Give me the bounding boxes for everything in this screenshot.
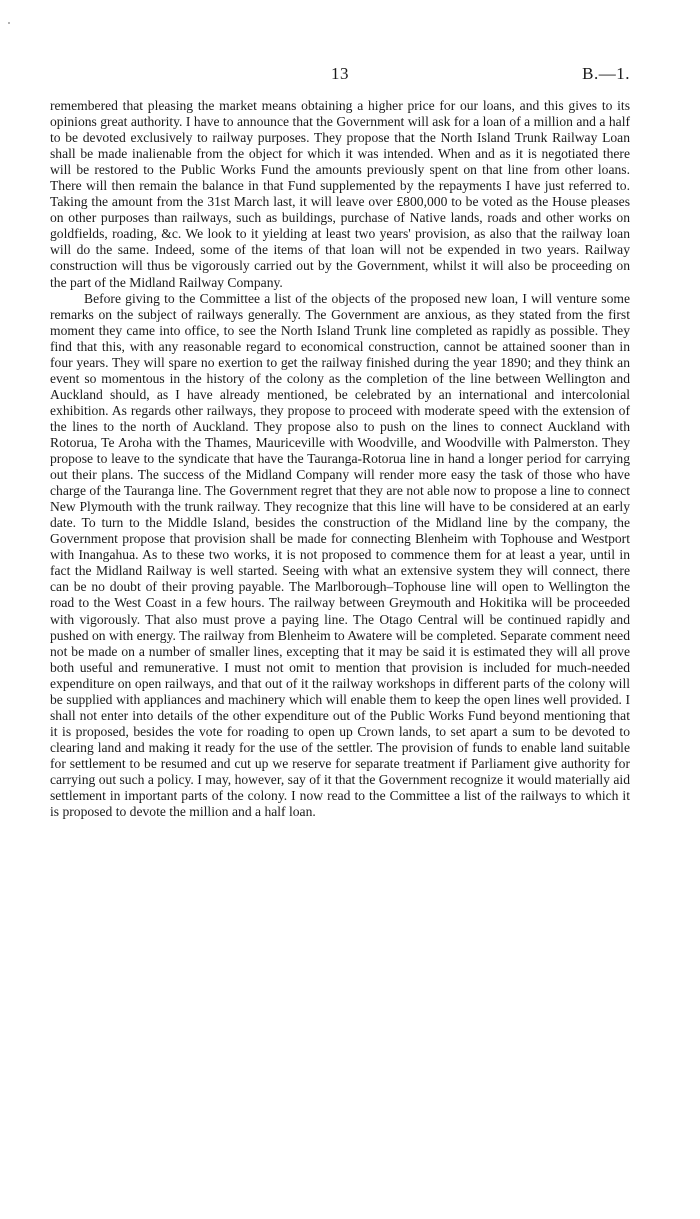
page-number: 13	[331, 64, 349, 83]
margin-mark	[8, 22, 10, 24]
paragraph-continued: remembered that pleasing the market means obtaining a higher price for our loans, and this gives to its opinions great authority. I have to announce that the Government will ask for a loan of a million and a half to be devoted exclusively to railway purposes. They propose that the North Island Trunk Railway Loan shall be made inalienable from the object for which it was intended. When and as it is negotiated there will be restored to the Public Works Fund the amounts previously spent on that line from other loans. There will then remain the balance in that Fund supplemented by the repayments I have just referred to. Taking the amount from the 31st March last, it will leave over £800,000 to be voted as the House pleases on other purposes than railways, such as buildings, purchase of Native lands, roads and other works on goldfields, roading, &c. We look to it yielding at least two years' provision, as also that the railway loan will do the same. Indeed, some of the items of that loan will not be expended in two years. Railway construction will thus be vigorously carried out by the Government, whilst it will also be proceeding on the part of the Midland Railway Company.	[50, 98, 630, 290]
paragraph-railways: Before giving to the Committee a list of the objects of the proposed new loan, I will venture some remarks on the subject of railways generally. The Government are anxious, as they stated from the first moment they came into office, to see the North Island Trunk line completed as rapidly as possible. They find that this, with any reasonable regard to economical construction, cannot be attained sooner than in four years. They will spare no exertion to get the railway finished during the year 1890; and they think an event so momentous in the history of the colony as the completion of the line between Wellington and Auckland should, as I have already mentioned, be celebrated by an international and intercolonial exhibition. As regards other railways, they propose to proceed with moderate speed with the extension of the lines to the north of Auckland. They propose also to push on the lines to connect Auckland with Rotorua, Te Aroha with the Thames, Mauriceville with Woodville, and Woodville with Palmerston. They propose to leave to the syndicate that have the Tauranga-Rotorua line in hand a longer period for carrying out their plans. The success of the Midland Company will render more easy the task of those who have charge of the Tauranga line. The Government regret that they are not able now to propose a line to connect New Plymouth with the trunk railway. They recognize that this line will have to be considered at an early date. To turn to the Middle Island, besides the construction of the Midland line by the company, the Government propose that provision shall be made for connecting Blenheim with Tophouse and Westport with Inangahua. As to these two works, it is not proposed to commence them for at least a year, until in fact the Midland Railway is well started. Seeing with what an extensive system they will connect, there can be no doubt of their proving payable. The Marlborough–Tophouse line will open to Wellington the road to the West Coast in a few hours. The railway between Greymouth and Hokitika will be proceeded with vigorously. That also must prove a paying line. The Otago Central will be continued rapidly and pushed on with energy. The railway from Blenheim to Awatere will be completed. Separate comment need not be made on a number of smaller lines, excepting that it may be said it is estimated they will all prove both useful and remunerative. I must not omit to mention that provision is included for much-needed expenditure on open railways, and that out of it the railway workshops in different parts of the colony will be supplied with appliances and machinery which will enable them to keep the open lines well provided. I shall not enter into details of the other expenditure out of the Public Works Fund beyond mentioning that it is proposed, besides the vote for roading to open up Crown lands, to set apart a sum to be devoted to clearing land and making it ready for the use of the settler. The provision of funds to enable land suitable for settlement to be resumed and cut up we reserve for separate treatment if Parliament give authority for carrying out such a policy. I may, however, say of it that the Government recognize it would materially aid settlement in important parts of the colony. I now read to the Committee a list of the railways to which it is proposed to devote the million and a half loan.	[50, 290, 630, 820]
document-reference: B.—1.	[582, 64, 630, 83]
body-text	[50, 98, 630, 820]
page-header	[50, 64, 630, 88]
